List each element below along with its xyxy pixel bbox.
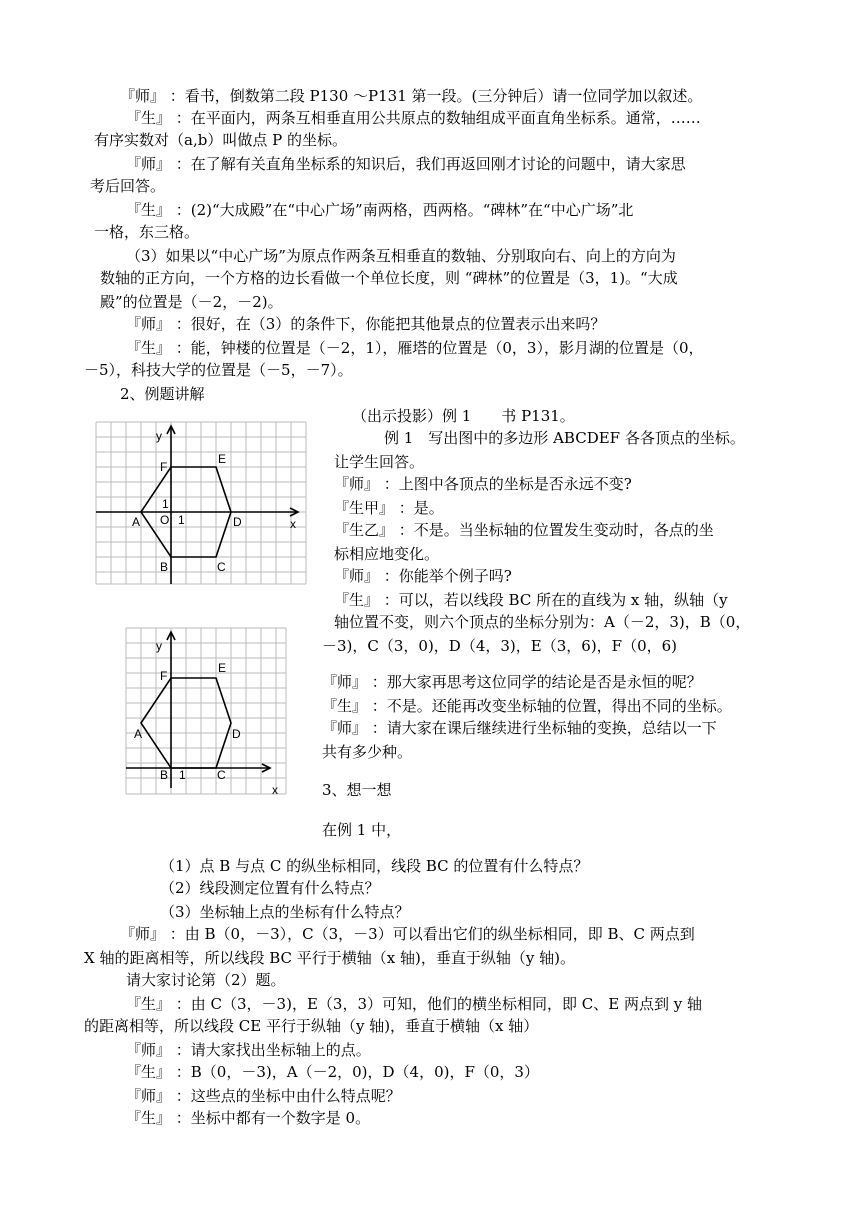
text-line: 『师』 ：看书，倒数第二段 P130 ～P131 第一段。(三分钟后）请一位同学加以叙述。 [120, 87, 703, 105]
point-b-label: B [160, 560, 169, 574]
text-line: 『生』 ：B（0，－3)，A（－2，0)，D（4，0)，F（0，3） [126, 1063, 539, 1081]
text-line: 『生』 ：(2)“大成殿”在“中心广场”南两格，西两格。“碑林”在“中心广场”北 [126, 201, 634, 219]
y-axis-label: y [156, 639, 162, 653]
section-heading: 2、例题讲解 [120, 385, 205, 403]
text-line: 『师』 ：上图中各顶点的坐标是否永远不变? [334, 475, 632, 493]
point-e-label: E [218, 661, 227, 675]
origin-label: O [160, 513, 170, 527]
section-heading: 3、想一想 [322, 781, 392, 799]
point-a-label: A [132, 515, 141, 529]
x-unit-label: 1 [178, 513, 185, 527]
point-d-label: D [232, 727, 241, 741]
coordinate-figure-1 [90, 416, 310, 590]
point-c-label: C [217, 768, 226, 782]
text-line: 『师』 ：那大家再思考这位同学的结论是否是永恒的呢？ [322, 673, 702, 691]
coordinate-figure-2 [120, 622, 290, 800]
text-line: 『师』 ：你能举个例子吗? [334, 567, 512, 585]
text-line: 『师』 ：很好，在（3）的条件下，你能把其他景点的位置表示出来吗？ [126, 315, 606, 333]
point-a-label: A [134, 727, 143, 741]
x-axis-label: x [272, 783, 278, 797]
text-line: 『生』 ：能，钟楼的位置是（－2，1），雁塔的位置是（0，3），影月湖的位置是（0， [126, 339, 704, 357]
text-line: 考后回答。 [90, 177, 166, 195]
text-line: 在例 1 中， [322, 821, 402, 839]
text-line: 『生』 ：由 C（3，－3)，E（3，3）可知，他们的横坐标相同，即 C、E 两点到 y 轴 [126, 995, 702, 1013]
text-line: X 轴的距离相等，所以线段 BC 平行于横轴（x 轴)，垂直于纵轴（y 轴)。 [84, 949, 575, 967]
text-line: 共有多少种。 [322, 743, 413, 761]
text-line: 标相应地变化。 [334, 545, 440, 563]
text-line: －3)，C（3，0)，D（4，3)，E（3，6)，F（0，6) [322, 637, 678, 655]
text-line: －5），科技大学的位置是（－5，－7）。 [84, 361, 353, 379]
point-f-label: F [160, 460, 168, 474]
x-axis-label: x [290, 517, 296, 531]
text-line: 『师』 ：请大家找出坐标轴上的点。 [126, 1041, 371, 1059]
text-line: （3）如果以“中心广场”为原点作两条互相垂直的数轴、分别取向右、向上的方向为 [126, 247, 676, 265]
question-line: （3）坐标轴上点的坐标有什么特点？ [160, 903, 410, 921]
text-line: 『师』 ：这些点的坐标中由什么特点呢？ [126, 1087, 401, 1105]
text-line: 『生乙』 ：不是。当坐标轴的位置发生变动时，各点的坐 [334, 521, 714, 539]
text-line: 有序实数对（a,b）叫做点 P 的坐标。 [94, 131, 347, 149]
text-line: 『生甲』 ：是。 [334, 499, 444, 517]
question-line: （1）点 B 与点 C 的纵坐标相同，线段 BC 的位置有什么特点？ [160, 857, 589, 875]
text-line: 让学生回答。 [334, 453, 425, 471]
point-c-label: C [217, 560, 226, 574]
question-line: （2）线段测定位置有什么特点？ [160, 879, 380, 897]
text-line: （出示投影）例 1 书 P131。 [352, 407, 575, 425]
text-line: 请大家讨论第（2）题。 [126, 971, 286, 989]
grid [126, 628, 286, 794]
text-line: 殿”的位置是（－2，－2)。 [100, 293, 283, 311]
text-line: 『师』 ：在了解有关直角坐标系的知识后，我们再返回刚才讨论的问题中，请大家思 [126, 155, 686, 173]
x-unit-label: 1 [179, 768, 186, 782]
text-line: 例 1 写出图中的多边形 ABCDEF 各各顶点的坐标。 [384, 429, 745, 447]
text-line: 一格，东三格。 [94, 223, 200, 241]
text-line: 『师』 ：请大家在课后继续进行坐标轴的变换，总结以一下 [322, 719, 717, 737]
grid [96, 422, 306, 584]
text-line: 『生』 ：坐标中都有一个数字是 0。 [126, 1109, 371, 1127]
point-b-label: B [160, 768, 169, 782]
text-line: 『生』 ：在平面内，两条互相垂直用公共原点的数轴组成平面直角坐标系。通常，…… [126, 109, 701, 127]
text-line: 数轴的正方向，一个方格的边长看做一个单位长度，则 “碑林”的位置是（3，1)。“大成 [100, 269, 678, 287]
y-unit-label: 1 [162, 497, 169, 511]
point-f-label: F [160, 669, 168, 683]
text-line: 『生』 ：可以，若以线段 BC 所在的直线为 x 轴，纵轴（y [334, 591, 728, 609]
point-e-label: E [218, 452, 227, 466]
point-d-label: D [233, 515, 242, 529]
text-line: 轴位置不变，则六个顶点的坐标分别为：A（－2，3)，B（0， [334, 613, 751, 631]
y-axis-label: y [156, 429, 162, 443]
text-line: 『生』 ：不是。还能再改变坐标轴的位置，得出不同的坐标。 [322, 697, 732, 715]
text-line: 『师』 ：由 B（0，－3），C（3，－3）可以看出它们的纵坐标相同，即 B、C 两点到 [120, 925, 695, 943]
text-line: 的距离相等，所以线段 CE 平行于纵轴（y 轴)，垂直于横轴（x 轴） [84, 1017, 539, 1035]
